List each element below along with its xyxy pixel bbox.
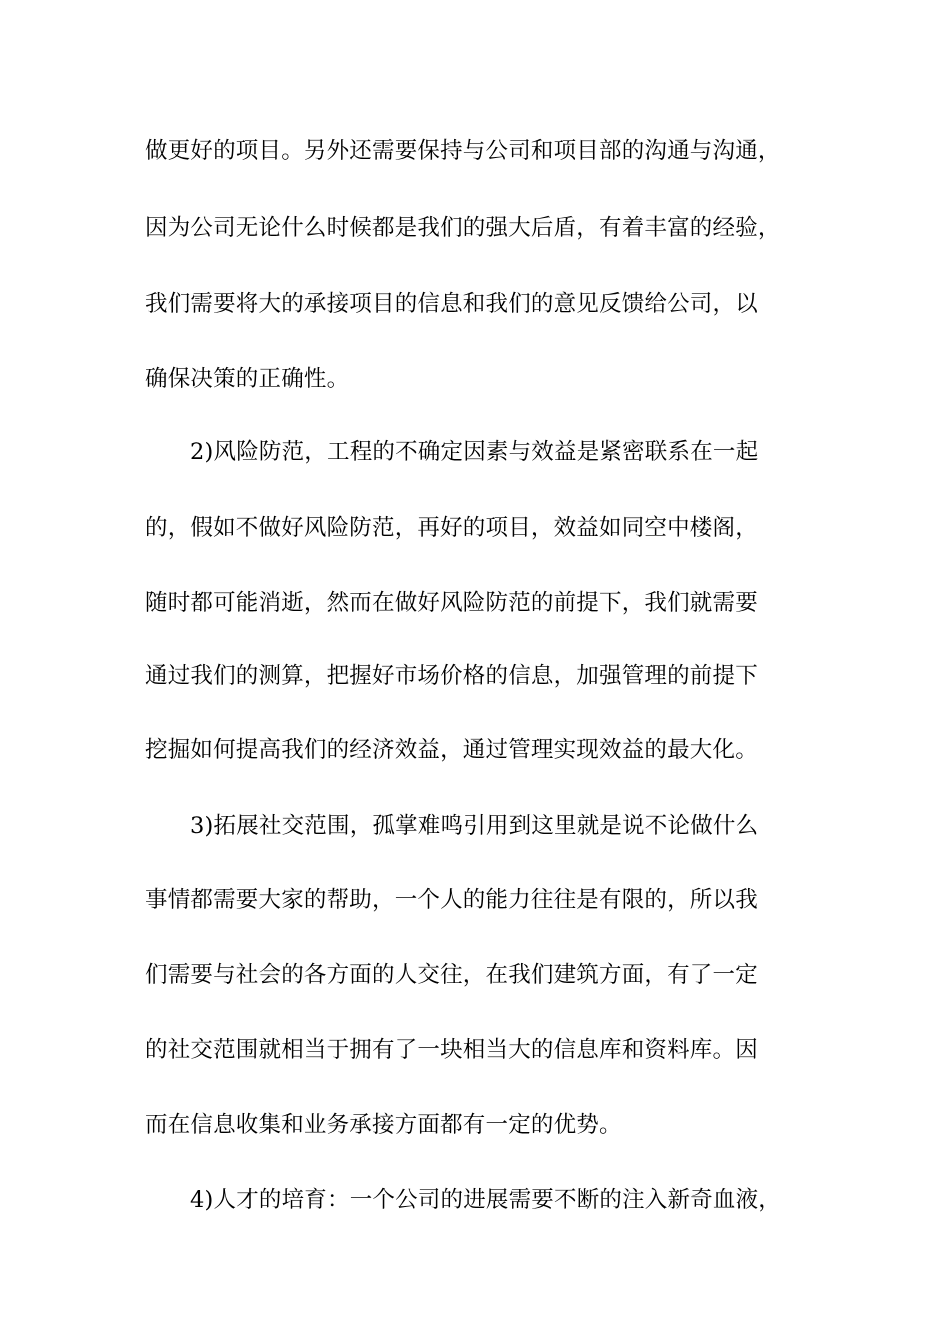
text-line: 的，假如不做好风险防范，再好的项目，效益如同空中楼阁， xyxy=(145,515,758,541)
paragraph-2-start: 2)风险防范，工程的不确定因素与效益是紧密联系在一起 xyxy=(190,439,759,465)
text-line: 随时都可能消逝，然而在做好风险防范的前提下，我们就需要 xyxy=(145,590,758,616)
text-line: 而在信息收集和业务承接方面都有一定的优势。 xyxy=(145,1112,622,1138)
text-line: 通过我们的测算，把握好市场价格的信息，加强管理的前提下 xyxy=(145,663,758,689)
text-line: 的社交范围就相当于拥有了一块相当大的信息库和资料库。因 xyxy=(145,1037,758,1063)
text-line: 做更好的项目。另外还需要保持与公司和项目部的沟通与沟通， xyxy=(145,138,781,164)
text-line: 挖掘如何提高我们的经济效益，通过管理实现效益的最大化。 xyxy=(145,737,758,763)
text-line: 事情都需要大家的帮助，一个人的能力往往是有限的，所以我 xyxy=(145,887,758,913)
text-line: 确保决策的正确性。 xyxy=(145,366,350,392)
paragraph-4-start: 4)人才的培育：一个公司的进展需要不断的注入新奇血液， xyxy=(190,1187,781,1213)
paragraph-3-start: 3)拓展社交范围，孤掌难鸣引用到这里就是说不论做什么 xyxy=(190,813,759,839)
text-line: 我们需要将大的承接项目的信息和我们的意见反馈给公司，以 xyxy=(145,291,758,317)
text-line: 因为公司无论什么时候都是我们的强大后盾，有着丰富的经验， xyxy=(145,215,781,241)
text-line: 们需要与社会的各方面的人交往，在我们建筑方面，有了一定 xyxy=(145,962,758,988)
